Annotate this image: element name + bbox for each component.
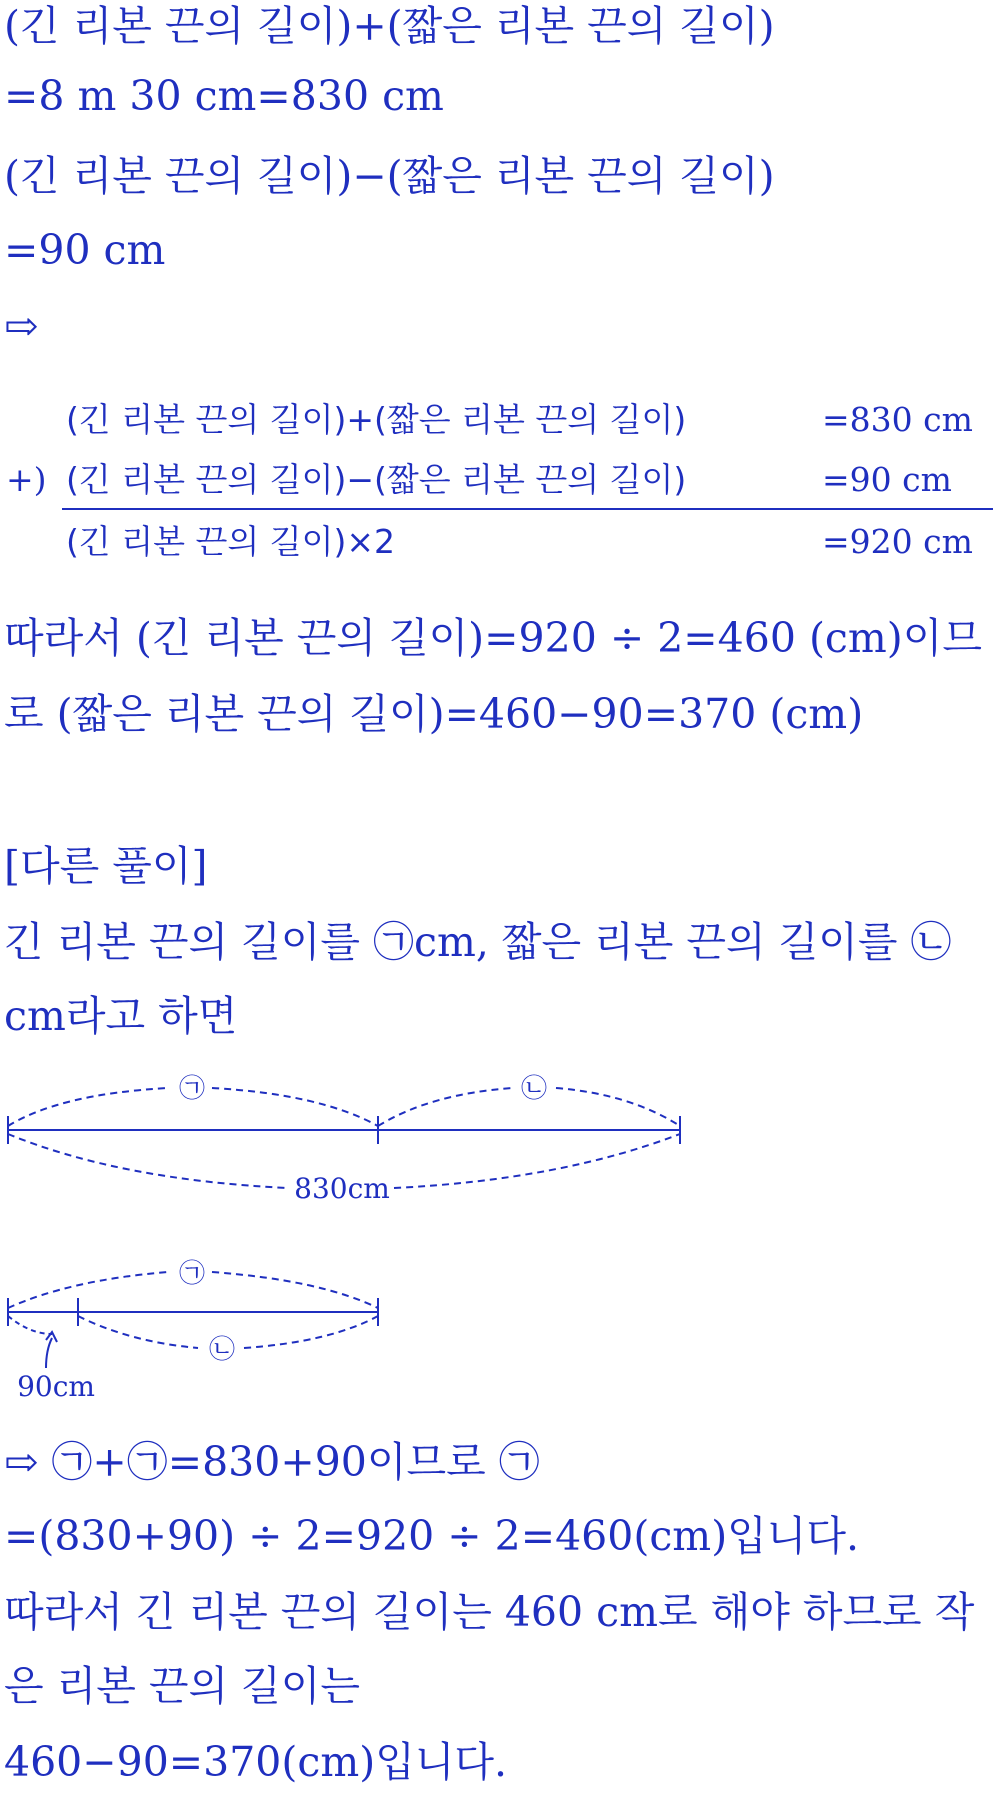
text-line-15: ⇨ ㉠+㉠=830+90이므로 ㉠ xyxy=(4,1438,540,1486)
calc-row-3-left: (긴 리본 끈의 길이)×2 xyxy=(66,522,396,561)
brace-b-right xyxy=(244,1316,378,1348)
label-diff: 90cm xyxy=(17,1370,95,1403)
tape-diagram-sum xyxy=(0,1060,700,1210)
label-b: ㉡ xyxy=(208,1335,236,1365)
label-a: ㉠ xyxy=(178,1259,206,1289)
brace-a-left xyxy=(8,1272,168,1308)
label-total: 830cm xyxy=(294,1172,390,1205)
text-line-2: =8 m 30 cm=830 cm xyxy=(4,72,444,120)
text-line-1: (긴 리본 끈의 길이)+(짧은 리본 끈의 길이) xyxy=(4,2,775,50)
text-line-13: 긴 리본 끈의 길이를 ㉠cm, 짧은 리본 끈의 길이를 ㉡ xyxy=(4,918,952,966)
calc-row-1-right: =830 cm xyxy=(822,400,973,439)
text-line-10: 따라서 (긴 리본 끈의 길이)=920 ÷ 2=460 (cm)이므 xyxy=(4,614,982,662)
calc-row-3-right: =920 cm xyxy=(822,522,973,561)
text-line-17: 따라서 긴 리본 끈의 길이는 460 cm로 해야 하므로 작 xyxy=(4,1588,975,1636)
brace-total-right xyxy=(394,1134,680,1188)
arrow-icon: ⇨ xyxy=(4,302,39,350)
brace-a-right xyxy=(212,1088,378,1126)
brace-diff xyxy=(8,1316,52,1334)
tape-diagram-diff xyxy=(0,1250,420,1410)
brace-b-left xyxy=(78,1316,198,1348)
calc-sum-rule xyxy=(62,508,993,510)
brace-b-left xyxy=(378,1088,512,1126)
brace-a-left xyxy=(8,1088,168,1126)
calc-row-2-left: (긴 리본 끈의 길이)−(짧은 리본 끈의 길이) xyxy=(66,460,687,499)
text-line-18: 은 리본 끈의 길이는 xyxy=(4,1662,360,1710)
label-a: ㉠ xyxy=(178,1074,206,1104)
text-line-16: =(830+90) ÷ 2=920 ÷ 2=460(cm)입니다. xyxy=(4,1512,860,1560)
calc-row-1-left: (긴 리본 끈의 길이)+(짧은 리본 끈의 길이) xyxy=(66,400,687,439)
pointer-arrow xyxy=(46,1338,52,1368)
calc-row-2-right: =90 cm xyxy=(822,460,952,499)
text-line-3: (긴 리본 끈의 길이)−(짧은 리본 끈의 길이) xyxy=(4,152,775,200)
alt-solution-heading: [다른 풀이] xyxy=(4,842,208,890)
text-line-11: 로 (짧은 리본 끈의 길이)=460−90=370 (cm) xyxy=(4,690,864,738)
brace-a-right xyxy=(212,1272,378,1308)
text-line-4: =90 cm xyxy=(4,226,166,274)
text-line-14: cm라고 하면 xyxy=(4,992,238,1040)
brace-b-right xyxy=(556,1088,680,1126)
label-b: ㉡ xyxy=(520,1074,548,1104)
text-line-19: 460−90=370(cm)입니다. xyxy=(4,1738,508,1786)
calc-row-2-prefix: +) xyxy=(6,460,47,499)
brace-total-left xyxy=(8,1134,288,1188)
